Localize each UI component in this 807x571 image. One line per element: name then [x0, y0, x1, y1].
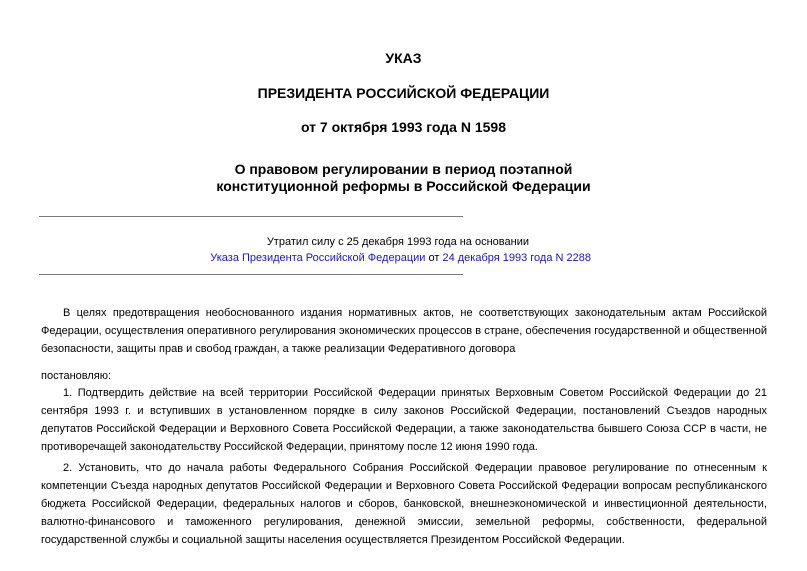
- status-bottom-divider: [39, 274, 463, 275]
- repealing-decree-link[interactable]: Указа Президента Российской Федерации: [210, 252, 426, 264]
- status-note-line-2: [39, 250, 591, 266]
- status-top-divider: [39, 216, 463, 217]
- issuer-heading: ПРЕЗИДЕНТА РОССИЙСКОЙ ФЕДЕРАЦИИ: [257, 85, 550, 101]
- preamble-paragraph: В целях предотвращения необоснованного издания нормативных актов, не соответствующих законодательным актам Российской Федерации, осуществления оперативного регулирования экономических процессов в стране, обеспечения государственной и общественной безопасности, защиты прав и свобод граждан, а также реализации Федеративного договора: [41, 307, 767, 355]
- item-2-paragraph: 2. Установить, что до начала работы Федерального Собрания Российской Федерации правовое регулирование по отнесенным к компетенции Съезда народных депутатов Российской Федерации и Верховного Совета Российской Федерации вопросам республиканского бюджета Российской Федерации, федеральных налогов и сборов, банковской, внешнеэкономической и инвестиционной деятельности, валютно-финансового и таможенного регулирования, денежной эмиссии, земельной реформы, собственности, федеральной государственной службы и социальной защиты населения осуществляется Президентом Российской Федерации.: [41, 462, 767, 546]
- date-number-heading: от 7 октября 1993 года N 1598: [300, 119, 507, 135]
- status-note-line-1: Утратил силу с 25 декабря 1993 года на основании: [266, 236, 529, 248]
- subject-line-1: О правовом регулировании в период поэтапной: [234, 161, 573, 177]
- subject-line-2: конституционной реформы в Российской Федерации: [216, 178, 591, 194]
- decree-type-heading: УКАЗ: [385, 50, 422, 66]
- subject-heading: [0, 161, 807, 195]
- resolve-word: постановляю:: [41, 370, 112, 382]
- status-note-connector: от: [425, 252, 443, 264]
- repealing-decree-date-link[interactable]: 24 декабря 1993 года N 2288: [442, 252, 591, 264]
- item-1-paragraph: 1. Подтвердить действие на всей территории Российской Федерации принятых Верховным Советом Российской Федерации до 21 сентября 1993 г. и вступивших в установленном порядке в силу законов Российской Федерации, постановлений Съездов народных депутатов Российской Федерации и Верховного Совета Российской Федерации, а также законодательства бывшего Союза ССР в части, не противоречащей законодательству Российской Федерации, принятому после 12 июня 1990 года.: [41, 387, 767, 453]
